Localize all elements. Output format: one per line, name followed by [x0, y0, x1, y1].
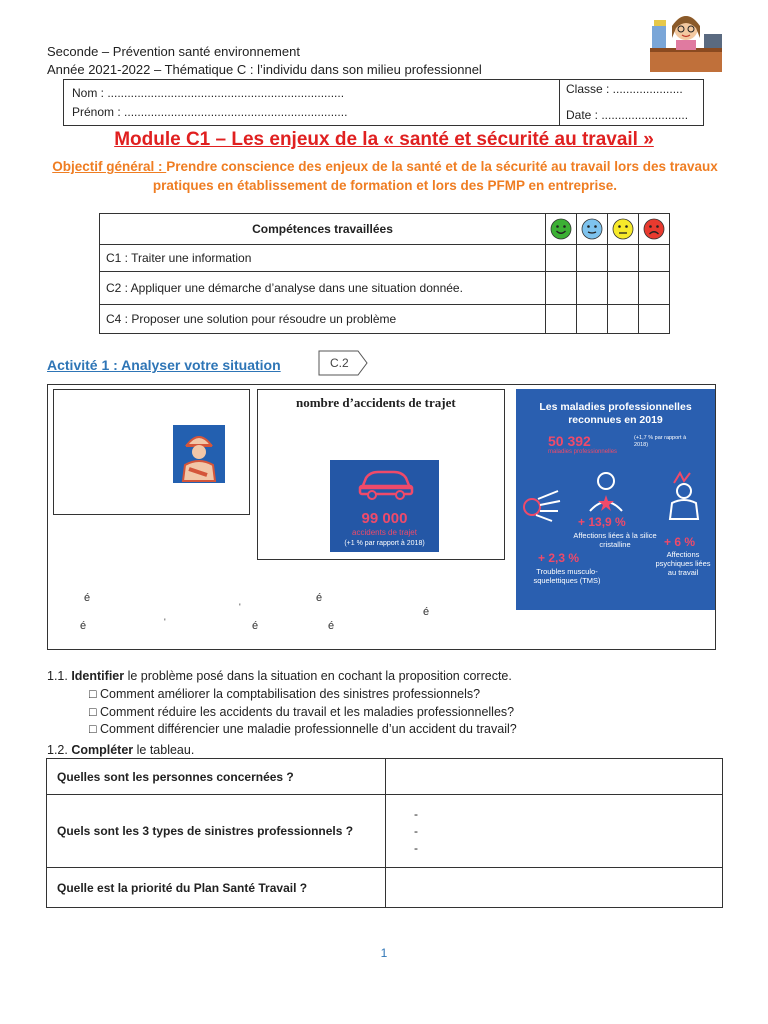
smiley-blue-cell [577, 214, 608, 245]
prenom-field[interactable]: Prénom : ................................................................... [72, 105, 348, 119]
accidents-trajet-card [330, 460, 439, 552]
stray-char: é [80, 620, 87, 632]
infographic-total-label: maladies professionnelles [548, 449, 618, 455]
eval-cell[interactable] [639, 305, 670, 334]
objectif-general [40, 157, 730, 195]
competences-header: Compétences travaillées [100, 214, 546, 245]
question-text: le tableau. [133, 743, 195, 757]
infographic-label: Affections psychiques liées au travail [655, 550, 711, 577]
objectif-label: Objectif général : [52, 159, 167, 174]
competences-table [99, 213, 670, 334]
eval-cell[interactable] [577, 245, 608, 272]
page-number: 1 [380, 946, 388, 960]
infographic-pct: + 6 % [664, 535, 696, 549]
stray-char: é [84, 592, 91, 604]
header-line-2: Année 2021-2022 – Thématique C : l’individu dans son milieu professionnel [47, 62, 482, 77]
infographic-title: Les maladies professionnelles reconnues en 2019 [539, 401, 692, 426]
smiley-yellow-cell [608, 214, 639, 245]
smiley-red-cell [639, 214, 670, 245]
answer-cell[interactable] [386, 795, 723, 868]
smiley-red-icon [643, 218, 665, 240]
eval-cell[interactable] [577, 272, 608, 305]
question-number: 1.2. [47, 743, 72, 757]
option-checkbox[interactable]: □ Comment différencier une maladie professionnelle d’un accident du travail? [89, 722, 517, 736]
dash-item: - [414, 840, 418, 855]
injured-worker-icon [173, 425, 225, 483]
eval-cell[interactable] [577, 305, 608, 334]
identity-box [63, 79, 704, 126]
competence-row: C1 : Traiter une information [100, 245, 546, 272]
option-checkbox[interactable]: □ Comment réduire les accidents du travail et les maladies professionnelles? [89, 705, 515, 719]
smiley-green-icon [550, 218, 572, 240]
eval-cell[interactable] [546, 245, 577, 272]
accidents-trajet-label: accidents de trajet [352, 528, 417, 537]
question-verb: Compléter [71, 743, 134, 757]
question-verb: Identifier [71, 669, 125, 683]
accidents-trajet-value: 99 000 [361, 510, 408, 527]
eval-cell[interactable] [608, 272, 639, 305]
eval-cell[interactable] [639, 245, 670, 272]
smiley-green-cell [546, 214, 577, 245]
question-1-1 [47, 669, 512, 683]
activity-title: Activité 1 : Analyser votre situation [47, 357, 281, 373]
eval-cell[interactable] [546, 305, 577, 334]
infographic-total: 50 392 [548, 433, 591, 449]
worker-silica-icon [586, 469, 626, 513]
dash-item: - [414, 823, 418, 838]
completion-table [46, 758, 723, 908]
nom-field[interactable]: Nom : ....................................................................... [72, 86, 345, 100]
infographic-label: Affections liées à la silice cristalline [573, 531, 657, 549]
date-field[interactable]: Date : .......................... [566, 108, 689, 122]
table-row-label: Quelles sont les personnes concernées ? [47, 759, 386, 795]
stressed-worker-icon [662, 471, 706, 521]
car-icon [358, 466, 414, 500]
question-1-2 [47, 743, 194, 757]
question-number: 1.1. [47, 669, 72, 683]
infographic-pct: + 13,9 % [578, 515, 626, 529]
classe-field[interactable]: Classe : ..................... [566, 82, 683, 96]
header-line-1: Seconde – Prévention santé environnement [47, 44, 300, 59]
eval-cell[interactable] [608, 305, 639, 334]
maladies-infographic [516, 389, 715, 610]
answer-cell[interactable] [386, 868, 723, 908]
table-row-label: Quelle est la priorité du Plan Santé Travail ? [47, 868, 386, 908]
accidents-trajet-note: (+1 % par rapport à 2018) [344, 540, 425, 547]
objectif-text: Prendre conscience des enjeux de la santé et de la sécurité au travail lors des travaux pratiques en établissement de formation et lors des PFMP en entreprise. [152, 159, 718, 193]
eval-cell[interactable] [546, 272, 577, 305]
hand-icon [520, 485, 564, 525]
eval-cell[interactable] [639, 272, 670, 305]
smiley-blue-icon [581, 218, 603, 240]
competence-row: C2 : Appliquer une démarche d’analyse dans une situation donnée. [100, 272, 546, 305]
eval-cell[interactable] [608, 245, 639, 272]
stray-char: ' [164, 617, 166, 627]
smiley-yellow-icon [612, 218, 634, 240]
infographic-total-note: (+1,7 % par rapport à 2018) [634, 435, 687, 448]
answer-cell[interactable] [386, 759, 723, 795]
module-title: Module C1 – Les enjeux de la « santé et sécurité au travail » [114, 129, 654, 150]
dash-item: - [414, 806, 418, 821]
stray-char: é [316, 592, 323, 604]
option-checkbox[interactable]: □ Comment améliorer la comptabilisation des sinistres professionnels? [89, 687, 481, 701]
competence-row: C4 : Proposer une solution pour résoudre un problème [100, 305, 546, 334]
table-row-label: Quels sont les 3 types de sinistres professionnels ? [47, 795, 386, 868]
stray-char: ' [239, 602, 241, 612]
stray-char: é [423, 606, 430, 618]
teacher-illustration [646, 8, 726, 74]
stray-char: é [252, 620, 259, 632]
infographic-pct: + 2,3 % [538, 551, 580, 565]
question-text: le problème posé dans la situation en cochant la proposition correcte. [124, 669, 512, 683]
competence-tag-label: C.2 [330, 356, 349, 370]
infographic-label: Troubles musculo-squelettiques (TMS) [533, 567, 601, 585]
stray-char: é [328, 620, 335, 632]
accidents-trajet-title: nombre d’accidents de trajet [296, 395, 456, 410]
